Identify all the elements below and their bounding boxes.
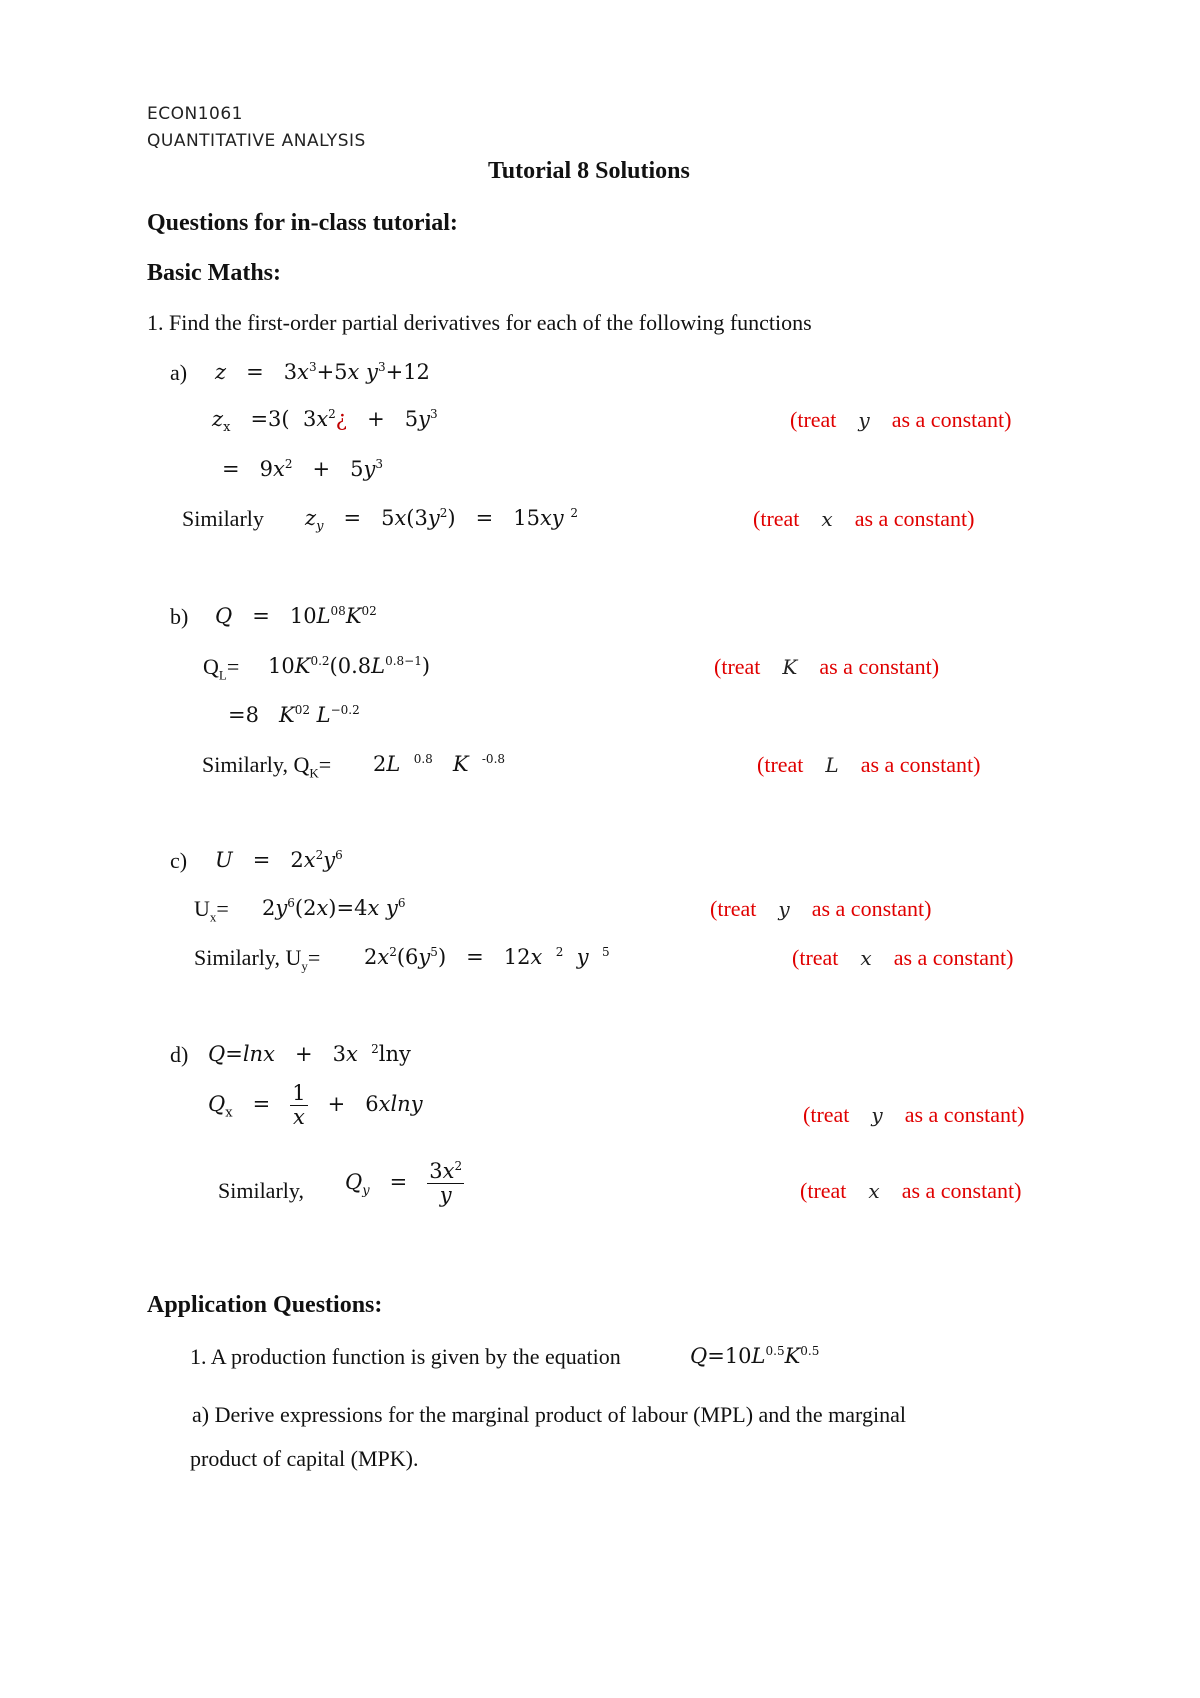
- part-b-label: b): [170, 604, 189, 629]
- part-b-ql-note: (treat K as a constant): [714, 654, 940, 679]
- app-part-a-line2: product of capital (MPK).: [190, 1446, 419, 1471]
- part-b-qk-label: Similarly, $Q_K=$: [202, 752, 332, 781]
- part-a-function: $z = 3x^3+5x$ $y^3+12$: [215, 360, 430, 384]
- part-b-qk-note: (treat L as a constant): [757, 752, 981, 777]
- part-c-uy-note: (treat x as a constant): [792, 945, 1014, 970]
- part-d-qy-note: (treat x as a constant): [800, 1178, 1022, 1203]
- part-b-qk: 2L $^{0.8}$ K $^{-0.8}$: [373, 752, 506, 776]
- part-a-zx-note: (treat y as a constant): [790, 407, 1012, 432]
- question-1-text: 1. Find the first-order partial derivatives for each of the following functions: [147, 310, 812, 335]
- part-c-ux-label: $U_x=$: [194, 896, 229, 925]
- part-c-ux: $2y^6(2x)=4x$ $y^6$: [262, 896, 406, 920]
- part-a-zy: $z_y = 5x(3y^2) = 15xy$ $^2$: [305, 506, 578, 535]
- part-a-similarly: Similarly: [182, 506, 264, 531]
- app-question-1-equation: $Q=10L^{0.5}K^{0.5}$: [690, 1344, 820, 1368]
- part-a-zy-note: (treat x as a constant): [753, 506, 975, 531]
- part-c-function: $U = 2x^2y^6$: [215, 848, 343, 872]
- part-d-function: Q=lnx + 3x $^2$lny: [208, 1042, 411, 1066]
- section-inclass-heading: Questions for in-class tutorial:: [147, 210, 458, 236]
- part-c-ux-note: (treat y as a constant): [710, 896, 932, 921]
- app-part-a-line1: a) Derive expressions for the marginal product of labour (MPL) and the marginal: [192, 1402, 906, 1427]
- part-b-ql-line2: =8 $K^{02}$ $L^{-0.2}$: [228, 703, 360, 727]
- part-d-qx: $Q_x$ = $\frac{1}{x}$ + 6xlny: [208, 1081, 423, 1130]
- course-code: ECON1061: [147, 104, 243, 124]
- part-b-ql-line1: $10K^{0.2}(0.8L^{0.8-1})$: [268, 654, 431, 678]
- page-title: Tutorial 8 Solutions: [488, 158, 690, 184]
- part-c-label: c): [170, 848, 188, 873]
- part-b-ql-label: $Q_L=$: [203, 654, 240, 683]
- part-a-zx-line2: = $9x^2 + 5y^3$: [222, 457, 383, 481]
- part-d-label: d): [170, 1042, 189, 1067]
- part-d-similarly: Similarly,: [218, 1178, 304, 1203]
- part-c-uy: $2x^2(6y^5) = 12x$ $^2$ y $^5$: [364, 945, 610, 969]
- part-d-qy: $Q_y$ = $\frac{3x^2}{y}$: [345, 1159, 463, 1208]
- part-a-label: a): [170, 360, 188, 385]
- section-application-heading: Application Questions:: [147, 1292, 383, 1318]
- section-basic-heading: Basic Maths:: [147, 260, 281, 286]
- app-question-1-text: 1. A production function is given by the equation: [190, 1344, 621, 1369]
- part-b-function: $Q = 10L^{08}K^{02}$: [215, 604, 377, 628]
- part-d-qx-note: (treat y as a constant): [803, 1102, 1025, 1127]
- part-c-uy-label: Similarly, $U_y=$: [194, 945, 321, 974]
- course-name: QUANTITATIVE ANALYSIS: [147, 131, 366, 151]
- part-a-zx-line1: $z_x =3$( $3x^2¿ + 5y^3$: [212, 407, 438, 436]
